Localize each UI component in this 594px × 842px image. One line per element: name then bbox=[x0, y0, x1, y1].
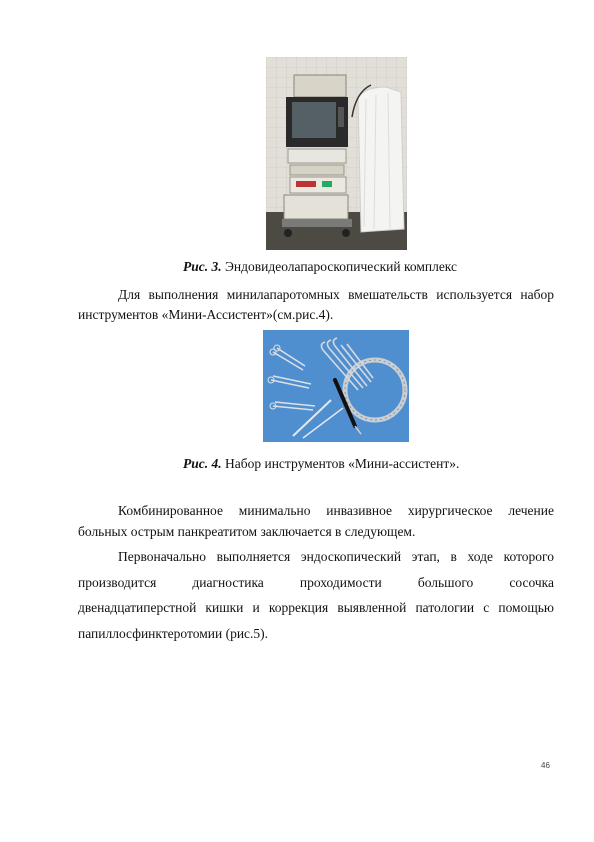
paragraph-3-line-2: производится диагностика проходимости большого сосочка bbox=[78, 575, 554, 590]
figure-4-caption bbox=[183, 456, 459, 472]
figure-4-photo bbox=[263, 330, 409, 442]
paragraph-2-line-1: Комбинированное минимально инвазивное хирургическое лечение bbox=[118, 503, 554, 518]
paragraph-2-line-2: больных острым панкреатитом заключается в следующем. bbox=[78, 524, 416, 539]
paragraph-3-line-4: папиллосфинктеротомии (рис.5). bbox=[78, 626, 269, 641]
endovideo-tower-photo-illustration bbox=[266, 57, 407, 250]
figure-4-label: Рис. 4. bbox=[183, 456, 222, 471]
figure-3-label: Рис. 3. bbox=[183, 259, 222, 274]
mini-assistant-instruments-illustration bbox=[263, 330, 409, 442]
paragraph-1-line-1: Для выполнения минилапаротомных вмешательств используется набор bbox=[118, 287, 554, 302]
paragraph-1-line-2: инструментов «Мини-Ассистент»(см.рис.4). bbox=[78, 307, 334, 322]
paragraph-3-line-1: Первоначально выполняется эндоскопический этап, в ходе которого bbox=[118, 549, 554, 564]
figure-3-caption bbox=[183, 259, 457, 275]
figure-4-caption-text: Набор инструментов «Мини-ассистент». bbox=[225, 456, 460, 471]
paragraph-3-line-3: двенадцатиперстной кишки и коррекция выявленной патологии с помощью bbox=[78, 600, 554, 615]
page-number: 46 bbox=[541, 761, 550, 770]
figure-3-photo bbox=[266, 57, 407, 250]
figure-3-caption-text: Эндовидеолапароскопический комплекс bbox=[225, 259, 458, 274]
